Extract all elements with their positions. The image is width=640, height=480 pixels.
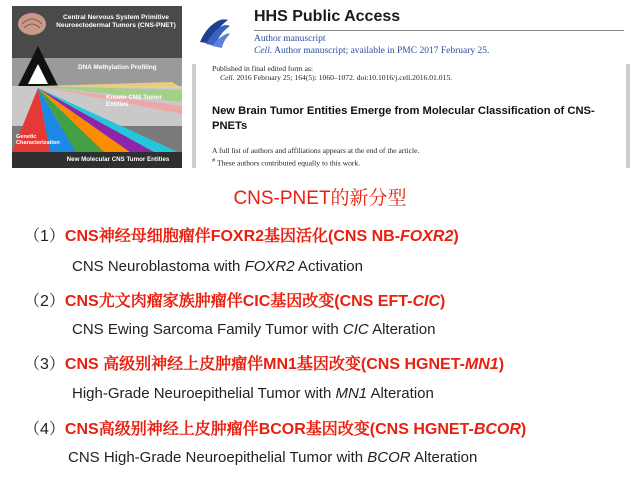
item-2-cn-text: CNS尤文肉瘤家族肿瘤伴CIC基因改变(CNS EFT- (64, 293, 413, 310)
item-3-cn-text: CNS 高级别神经上皮肿瘤伴MN1基因改变(CNS HGNET- (64, 356, 465, 373)
divider (254, 30, 624, 31)
slide-heading: CNS-PNET的新分型 (233, 188, 407, 209)
item-1-number: （1） (24, 228, 65, 245)
item-2-cn-gene: CIC (412, 293, 441, 310)
citation-details: 2016 February 25; 164(5): 1060–1072. doi:10.1016/j.cell.2016.01.015. (236, 73, 453, 83)
item-4-en-suffix: Alteration (410, 449, 478, 466)
hhs-title: HHS Public Access (254, 8, 401, 25)
equal-contribution-text: These authors contributed equally to this work. (216, 158, 361, 168)
item-2-english (72, 321, 435, 338)
item-1-chinese (24, 223, 459, 246)
figure-label-genetic-characterization: Genetic Characterization (16, 134, 60, 147)
item-4-chinese (24, 416, 526, 439)
item-2-en-gene: CIC (342, 321, 369, 338)
item-4-en-gene: BCOR (367, 449, 411, 466)
item-2-en-suffix: Alteration (368, 321, 436, 338)
figure-title: Central Nervous System Primitive Neuroectodermal Tumors (CNS-PNET) (56, 14, 176, 29)
item-1-english (72, 258, 363, 275)
item-3-number: （3） (24, 356, 65, 373)
item-3-cn-close: ) (498, 356, 505, 373)
figure-label-new-entities: New Molecular CNS Tumor Entities (66, 156, 170, 163)
hhs-public-access-card (192, 6, 632, 170)
paper-title: New Brain Tumor Entities Emerge from Molecular Classification of CNS-PNETs (212, 105, 595, 132)
item-3-en-suffix: Alteration (367, 385, 434, 402)
item-1-en-gene: FOXR2 (244, 258, 295, 275)
item-4-en-text: CNS High-Grade Neuroepithelial Tumor with (68, 449, 368, 466)
citation (212, 73, 452, 82)
item-2-chinese (24, 288, 445, 311)
figure-label-known-entities: Known CNS Tumor Entities (106, 94, 162, 109)
figure-label-dna-methylation: DNA Methylation Profiling (78, 64, 157, 71)
item-4-cn-gene: BCOR (473, 421, 521, 438)
authors-note: A full list of authors and affiliations appears at the end of the article. (212, 146, 420, 155)
published-label: Published in final edited form as: (212, 64, 314, 73)
item-1-en-text: CNS Neuroblastoma with (72, 258, 245, 275)
item-3-english (72, 385, 434, 402)
item-4-cn-text: CNS高级别神经上皮肿瘤伴BCOR基因改变(CNS HGNET- (64, 421, 474, 438)
item-3-chinese (24, 351, 504, 374)
journal-availability (254, 46, 489, 56)
item-1-cn-text: CNS神经母细胞瘤伴FOXR2基因活化(CNS NB- (64, 228, 401, 245)
item-2-number: （2） (24, 293, 65, 310)
item-1-en-suffix: Activation (294, 258, 363, 275)
published-info (212, 64, 452, 83)
item-2-cn-close: ) (440, 293, 446, 310)
equal-contribution-note (212, 157, 360, 168)
hhs-eagle-icon (192, 8, 236, 52)
item-1-cn-gene: FOXR2 (400, 228, 454, 245)
footnote-mark: # (212, 157, 216, 164)
author-manuscript-label: Author manuscript (254, 34, 326, 44)
right-gray-bar (626, 64, 630, 168)
item-3-en-text: High-Grade Neuroepithelial Tumor with (72, 385, 336, 402)
item-2-en-text: CNS Ewing Sarcoma Family Tumor with (72, 321, 343, 338)
item-3-cn-gene: MN1 (464, 356, 499, 373)
item-4-english (68, 449, 477, 466)
citation-journal: Cell. (220, 73, 235, 83)
item-3-en-gene: MN1 (335, 385, 368, 402)
availability-text: Author manuscript; available in PMC 2017 February 25. (274, 46, 490, 56)
journal-name: Cell. (254, 46, 273, 56)
item-4-number: （4） (24, 421, 65, 438)
left-gray-bar (192, 64, 196, 168)
graphical-abstract-figure (12, 6, 182, 168)
item-4-cn-close: ) (520, 421, 527, 438)
item-1-cn-close: ) (453, 228, 459, 245)
